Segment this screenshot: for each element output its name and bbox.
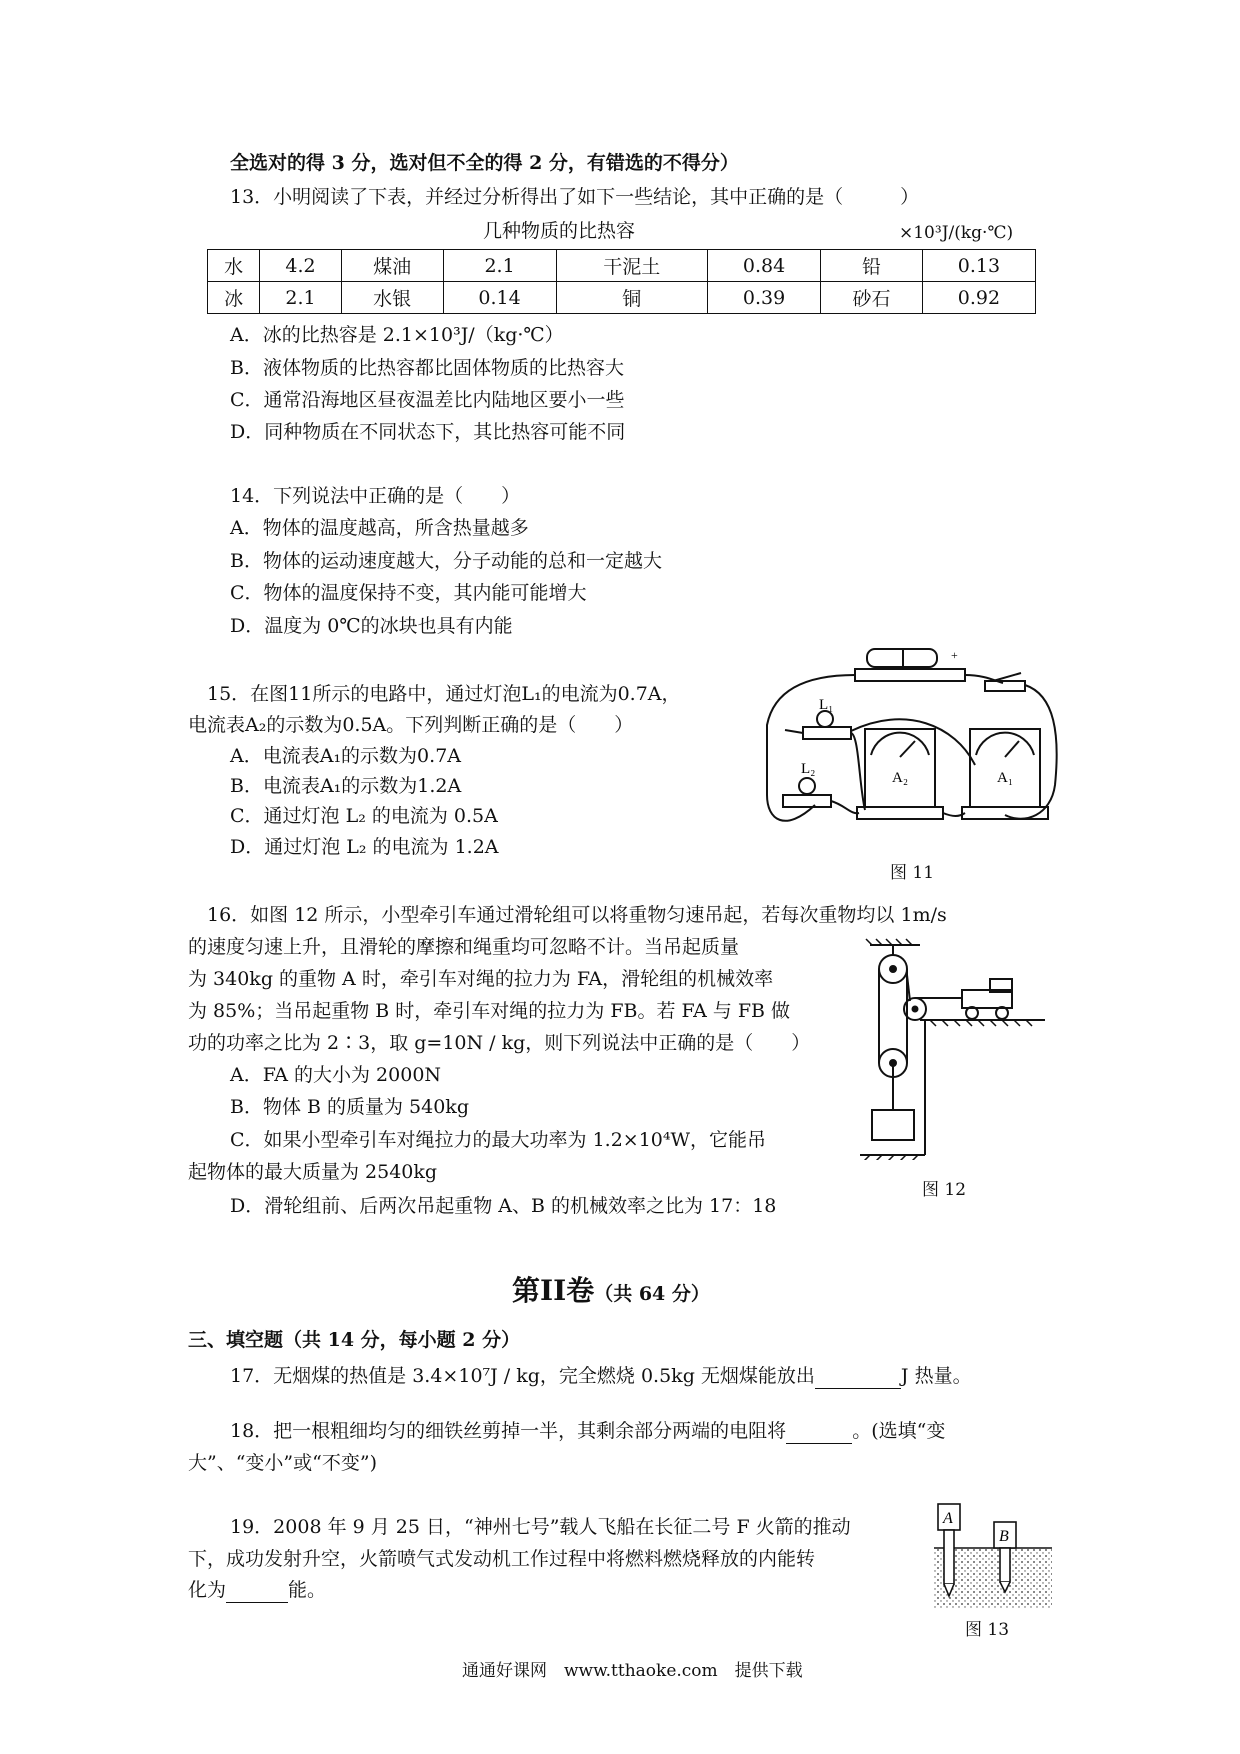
q14-option-c: C．物体的温度保持不变，其内能可能增大: [230, 582, 587, 604]
q18-line1: [230, 1418, 945, 1444]
table-cell: 水: [208, 250, 260, 282]
section-heading: 三、填空题（共 14 分，每小题 2 分）: [188, 1329, 521, 1351]
specific-heat-table: [207, 249, 1036, 314]
part2-title: 第II卷: [512, 1274, 595, 1307]
q19-line2: 下，成功发射升空，火箭喷气式发动机工作过程中将燃料燃烧释放的内能转: [188, 1548, 816, 1570]
q19-text-after: 能。: [288, 1579, 327, 1601]
q16-option-b: B．物体 B 的质量为 540kg: [230, 1096, 469, 1118]
q19-line1: 19．2008 年 9 月 25 日，“神州七号”载人飞船在长征二号 F 火箭的推动: [230, 1516, 851, 1538]
table-cell: 铜: [556, 282, 707, 314]
q18-line2: 大”、“变小”或“不变”): [188, 1452, 377, 1474]
table-cell: 铅: [821, 250, 923, 282]
label-b: B: [999, 1528, 1009, 1545]
q15-option-d: D．通过灯泡 L₂ 的电流为 1.2A: [230, 836, 499, 858]
table-cell: 0.84: [708, 250, 821, 282]
figure-13-caption: 图 13: [965, 1620, 1010, 1640]
figure-11-caption: 图 11: [890, 863, 935, 883]
q14-option-a: A．物体的温度越高，所含热量越多: [230, 517, 529, 539]
q17-blank[interactable]: [815, 1368, 901, 1389]
table-cell: 2.1: [443, 250, 556, 282]
q14-stem: 14．下列说法中正确的是（ ）: [230, 485, 521, 507]
table-cell: 0.14: [443, 282, 556, 314]
q16-option-c-cont: 起物体的最大质量为 2540kg: [188, 1161, 438, 1183]
table-cell: 煤油: [341, 250, 443, 282]
q16-option-a: A．FA 的大小为 2000N: [230, 1064, 442, 1086]
q15-option-b: B．电流表A₁的示数为1.2A: [230, 775, 462, 797]
q19-text-before: 化为: [188, 1579, 227, 1601]
label-a2: A₂: [892, 770, 909, 786]
label-l2: L₂: [801, 761, 816, 777]
part2-heading: [512, 1273, 710, 1312]
q16-line5: 功的功率之比为 2∶3，取 g=10N / kg，则下列说法中正确的是（ ）: [188, 1032, 811, 1054]
label-l1: L₁: [819, 697, 834, 713]
q13-stem: 13．小明阅读了下表，并经过分析得出了如下一些结论，其中正确的是（ ）: [230, 186, 920, 208]
table-cell: 水银: [341, 282, 443, 314]
circuit-figure: [755, 645, 1065, 850]
table-unit: ×10³J/(kg·℃): [899, 223, 1014, 243]
q13-option-d: D．同种物质在不同状态下，其比热容可能不同: [230, 421, 626, 443]
table-cell: 0.13: [922, 250, 1035, 282]
table-row: [208, 282, 1036, 314]
q16-line2: 的速度匀速上升，且滑轮的摩擦和绳重均可忽略不计。当吊起质量: [188, 936, 740, 958]
q16-option-d: D．滑轮组前、后两次吊起重物 A、B 的机械效率之比为 17：18: [230, 1195, 777, 1217]
table-cell: 2.1: [260, 282, 341, 314]
label-plus: +: [951, 648, 958, 662]
figure-12-caption: 图 12: [922, 1180, 967, 1200]
q17-text-before: 17．无烟煤的热值是 3.4×10⁷J / kg，完全燃烧 0.5kg 无烟煤能放出: [230, 1365, 815, 1387]
q16-line4: 为 85%；当吊起重物 B 时，牵引车对绳的拉力为 FB。若 FA 与 FB 做: [188, 1000, 791, 1022]
q16-line1: 16．如图 12 所示，小型牵引车通过滑轮组可以将重物匀速吊起，若每次重物均以 1m/s: [207, 904, 947, 926]
table-cell: 4.2: [260, 250, 341, 282]
q18-text-after: 。(选填“变: [852, 1420, 946, 1442]
q19-line3: [188, 1577, 326, 1603]
q13-option-a: A．冰的比热容是 2.1×10³J/（kg·℃）: [230, 324, 564, 346]
table-row: [208, 250, 1036, 282]
table-cell: 砂石: [821, 282, 923, 314]
q15-option-c: C．通过灯泡 L₂ 的电流为 0.5A: [230, 805, 498, 827]
q13-option-c: C．通常沿海地区昼夜温差比内陆地区要小一些: [230, 389, 625, 411]
q14-option-d: D．温度为 0℃的冰块也具有内能: [230, 615, 513, 637]
q15-stem-line2: 电流表A₂的示数为0.5A。下列判断正确的是（ ）: [188, 714, 634, 736]
q18-text-before: 18．把一根粗细均匀的细铁丝剪掉一半，其剩余部分两端的电阻将: [230, 1420, 787, 1442]
table-cell: 0.39: [708, 282, 821, 314]
table-cell: 0.92: [922, 282, 1035, 314]
table-cell: 干泥土: [556, 250, 707, 282]
label-a: A: [943, 1510, 953, 1527]
table-cell: 冰: [208, 282, 260, 314]
scoring-note: 全选对的得 3 分，选对但不全的得 2 分，有错选的不得分）: [230, 152, 739, 174]
q15-option-a: A．电流表A₁的示数为0.7A: [230, 745, 461, 767]
q18-blank[interactable]: [786, 1423, 852, 1444]
table-title: 几种物质的比热容: [483, 220, 636, 242]
q16-option-c: C．如果小型牵引车对绳拉力的最大功率为 1.2×10⁴W，它能吊: [230, 1129, 767, 1151]
page-footer: 通通好课网 www.tthaoke.com 提供下载: [462, 1661, 803, 1681]
q16-line3: 为 340kg 的重物 A 时，牵引车对绳的拉力为 FA，滑轮组的机械效率: [188, 968, 774, 990]
q13-option-b: B．液体物质的比热容都比固体物质的比热容大: [230, 357, 624, 379]
part2-subtitle: （共 64 分）: [594, 1283, 710, 1305]
label-a1: A₁: [997, 770, 1014, 786]
q14-option-b: B．物体的运动速度越大，分子动能的总和一定越大: [230, 550, 662, 572]
q17-text-after: J 热量。: [900, 1365, 972, 1387]
pulley-figure: [850, 935, 1050, 1160]
q17-line: [230, 1363, 972, 1389]
piles-figure: [930, 1500, 1055, 1612]
q15-stem-line1: 15．在图11所示的电路中，通过灯泡L₁的电流为0.7A，: [207, 683, 681, 705]
q19-blank[interactable]: [226, 1582, 288, 1603]
